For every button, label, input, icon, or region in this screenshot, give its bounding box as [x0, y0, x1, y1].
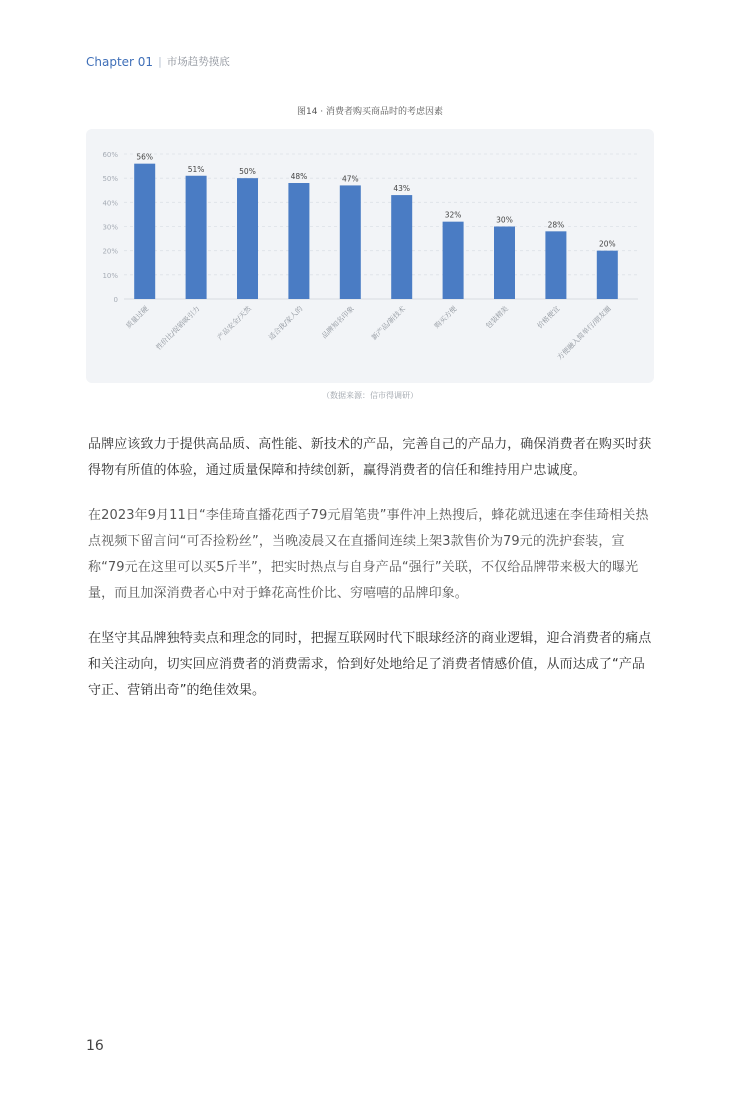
data-label: 30% — [496, 215, 513, 225]
x-tick-label: 价格便宜 — [535, 304, 562, 331]
x-tick-label: 新产品/新技术 — [370, 304, 408, 342]
bar — [494, 227, 515, 300]
data-label: 32% — [444, 210, 462, 220]
data-label: 56% — [136, 152, 154, 162]
data-label: 28% — [547, 220, 565, 230]
bar — [288, 183, 309, 299]
chapter-label: Chapter 01 — [86, 54, 154, 69]
header-separator: | — [158, 55, 162, 68]
y-tick-label: 20% — [102, 247, 118, 256]
y-tick-label: 10% — [102, 271, 118, 280]
x-tick-label: 性价比/促销吸引力 — [154, 304, 202, 352]
y-tick-label: 50% — [102, 175, 118, 184]
bar — [340, 185, 361, 299]
figure-title: 图14 · 消费者购买商品时的考虑因素 — [296, 107, 444, 117]
bar-chart — [86, 129, 654, 383]
chart-panel — [86, 129, 654, 383]
x-tick-label: 购买方便 — [433, 304, 459, 331]
data-label: 20% — [598, 239, 616, 249]
bar — [134, 164, 155, 299]
paragraph-3: 在坚守其品牌独特卖点和理念的同时，把握互联网时代下眼球经济的商业逻辑，迎合消费者的痛点和关注动向，切实回应消费者的消费需求，恰到好处地给足了消费者情感价值，从而达成了“产品守正、营销出奇”的绝佳效果。 — [88, 631, 652, 698]
x-tick-label: 方便融入简单行/朋友圈 — [555, 304, 613, 362]
data-label: 50% — [239, 167, 256, 177]
x-tick-label: 质量过硬 — [124, 304, 151, 331]
y-tick-label: 40% — [102, 199, 118, 208]
bar — [186, 176, 207, 299]
paragraph-2: 在2023年9月11日“李佳琦直播花西子79元眉笔贵”事件冲上热搜后，蜂花就迅速在李佳琦相关热点视频下留言问“可否捡粉丝”，当晚凌晨又在直播间连续上架3款售价为79元的洗护套装，宣称“79元在这里可以买5斤半”，把实时热点与自身产品“强行”关联，不仅给品牌带来极大的曝光量，而且加深消费者心中对于蜂花高性价比、穷嘻嘻的品牌印象。 — [88, 508, 649, 601]
paragraph-1: 品牌应该致力于提供高品质、高性能、新技术的产品，完善自己的产品力，确保消费者在购买时获得物有所值的体验，通过质量保障和持续创新，赢得消费者的信任和维持用户忠诚度。 — [88, 437, 652, 478]
bar — [237, 178, 258, 299]
x-tick-label: 适合我/家人的 — [267, 304, 305, 342]
data-label: 48% — [290, 172, 308, 181]
bar — [597, 251, 618, 299]
page-number: 16 — [86, 1038, 104, 1054]
section-label: 市场趋势摸底 — [166, 56, 230, 68]
data-label: 51% — [187, 164, 205, 174]
x-tick-label: 包装精美 — [484, 304, 510, 331]
bar — [391, 195, 412, 299]
figure-source: （数据来源：信市得调研） — [322, 391, 418, 400]
x-tick-label: 品牌知名印象 — [320, 304, 356, 341]
y-tick-label: 0 — [113, 296, 118, 304]
bar — [443, 222, 464, 299]
y-tick-label: 60% — [102, 151, 118, 159]
bar — [545, 231, 566, 299]
x-tick-label: 产品安全/天然 — [215, 304, 253, 342]
y-tick-label: 30% — [102, 223, 118, 232]
chapter-header — [86, 54, 230, 69]
data-label: 47% — [341, 174, 359, 184]
data-label: 43% — [393, 184, 411, 194]
